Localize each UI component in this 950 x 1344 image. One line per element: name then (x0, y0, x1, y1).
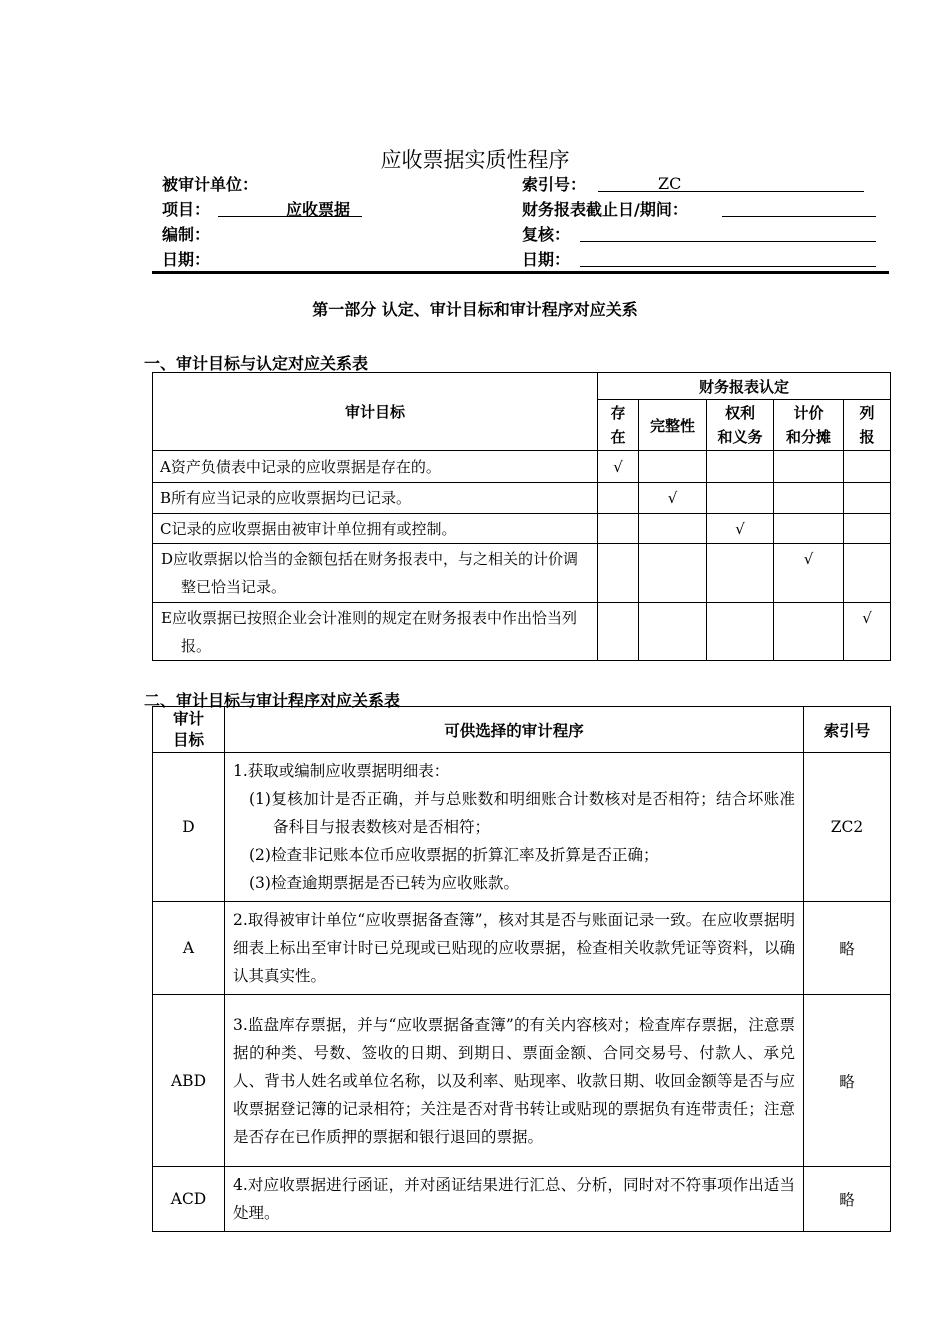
date-label: 日期： (162, 250, 211, 269)
goal-cell: E应收票据已按照企业会计准则的规定在财务报表中作出恰当列报。 (153, 603, 598, 661)
mark-cell (707, 451, 774, 483)
procedure-sub: (3)检查逾期票据是否已转为应收账款。 (249, 874, 519, 892)
mark-cell (844, 514, 891, 544)
procedure-cell: 4.对应收票据进行函证，并对函证结果进行汇总、分析，同时对不符事项作出适当处理。 (225, 1167, 804, 1232)
procedure-sub: (1)复核加计是否正确，并与总账数和明细账合计数核对是否相符；结合坏账准备科目与报表数核对是否相符； (249, 790, 795, 836)
mark-cell: √ (598, 451, 639, 483)
review-date-label: 日期： (522, 250, 571, 269)
table-row (153, 902, 891, 995)
index-underline (598, 173, 864, 192)
table-row (153, 544, 891, 603)
col-header-completeness: 完整性 (639, 400, 707, 451)
table-row (153, 451, 891, 483)
section1-title: 一、审计目标与认定对应关系表 (144, 354, 369, 373)
document-title: 应收票据实质性程序 (380, 148, 570, 172)
col-header-assertions: 财务报表认定 (598, 373, 891, 400)
mark-cell (598, 603, 639, 661)
col-header-goal: 审计 目标 (153, 707, 225, 753)
mark-cell (844, 451, 891, 483)
procedure-main: 1.获取或编制应收票据明细表： (233, 762, 450, 780)
prepared-label: 编制： (162, 225, 211, 244)
col-header-procedure: 可供选择的审计程序 (225, 707, 804, 753)
mark-cell: √ (774, 544, 844, 603)
item-label: 项目： (162, 200, 211, 219)
period-underline (722, 198, 876, 217)
mark-cell (844, 483, 891, 514)
mark-cell: √ (844, 603, 891, 661)
review-underline (580, 223, 876, 242)
goal-cell: B所有应当记录的应收票据均已记录。 (153, 483, 598, 514)
table-row (153, 603, 891, 661)
col-header-index: 索引号 (804, 707, 891, 753)
mark-cell (639, 514, 707, 544)
goal-cell: A (153, 902, 225, 995)
mark-cell: √ (707, 514, 774, 544)
index-cell: 略 (804, 1167, 891, 1232)
col-header-goal: 审计目标 (153, 373, 598, 451)
mark-cell (639, 603, 707, 661)
part-title: 第一部分 认定、审计目标和审计程序对应关系 (312, 300, 638, 319)
mark-cell (639, 451, 707, 483)
table-row (153, 514, 891, 544)
goal-cell: C记录的应收票据由被审计单位拥有或控制。 (153, 514, 598, 544)
index-value: ZC (658, 174, 682, 193)
table-row (153, 483, 891, 514)
table-row (153, 753, 891, 902)
index-cell: 略 (804, 902, 891, 995)
auditee-label: 被审计单位： (162, 175, 259, 194)
goal-cell: A资产负债表中记录的应收票据是存在的。 (153, 451, 598, 483)
procedure-table (152, 706, 891, 1232)
goal-cell: D应收票据以恰当的金额包括在财务报表中，与之相关的计价调整已恰当记录。 (153, 544, 598, 603)
section2-title: 二、审计目标与审计程序对应关系表 (144, 691, 401, 710)
mark-cell (598, 483, 639, 514)
goal-cell: D (153, 753, 225, 902)
table-row (153, 995, 891, 1167)
procedure-cell: 2.取得被审计单位“应收票据备查簿”，核对其是否与账面记录一致。在应收票据明细表上标出至审计时已兑现或已贴现的应收票据，检查相关收款凭证等资料，以确认其真实性。 (225, 902, 804, 995)
mark-cell (774, 603, 844, 661)
assertion-table (152, 372, 891, 661)
mark-cell (774, 483, 844, 514)
mark-cell (844, 544, 891, 603)
col-header-existence: 存 在 (598, 400, 639, 451)
item-value: 应收票据 (286, 200, 351, 219)
mark-cell: √ (639, 483, 707, 514)
mark-cell (598, 514, 639, 544)
review-date-underline (580, 248, 876, 267)
goal-cell: ABD (153, 995, 225, 1167)
col-header-valuation: 计价 和分摊 (774, 400, 844, 451)
review-label: 复核： (522, 225, 571, 244)
mark-cell (774, 514, 844, 544)
mark-cell (598, 544, 639, 603)
mark-cell (639, 544, 707, 603)
index-cell: 略 (804, 995, 891, 1167)
col-header-rights: 权利 和义务 (707, 400, 774, 451)
mark-cell (774, 451, 844, 483)
goal-cell: ACD (153, 1167, 225, 1232)
header-rule-thin (152, 273, 889, 274)
index-cell: ZC2 (804, 753, 891, 902)
period-label: 财务报表截止日/期间： (522, 200, 688, 219)
mark-cell (707, 603, 774, 661)
procedure-cell (225, 753, 804, 902)
mark-cell (707, 544, 774, 603)
mark-cell (707, 483, 774, 514)
table-row (153, 1167, 891, 1232)
index-label: 索引号： (522, 175, 587, 194)
procedure-sub: (2)检查非记账本位币应收票据的折算汇率及折算是否正确； (249, 846, 659, 864)
procedure-cell: 3.监盘库存票据，并与“应收票据备查簿”的有关内容核对；检查库存票据，注意票据的种类、号数、签收的日期、到期日、票面金额、合同交易号、付款人、承兑人、背书人姓名或单位名称，以及利率、贴现率、收款日期、收回金额等是否与应收票据登记簿的记录相符；关注是否对背书转让或贴现的票据负有连带责任；注意是否存在已作质押的票据和银行退回的票据。 (225, 995, 804, 1167)
col-header-presentation: 列 报 (844, 400, 891, 451)
